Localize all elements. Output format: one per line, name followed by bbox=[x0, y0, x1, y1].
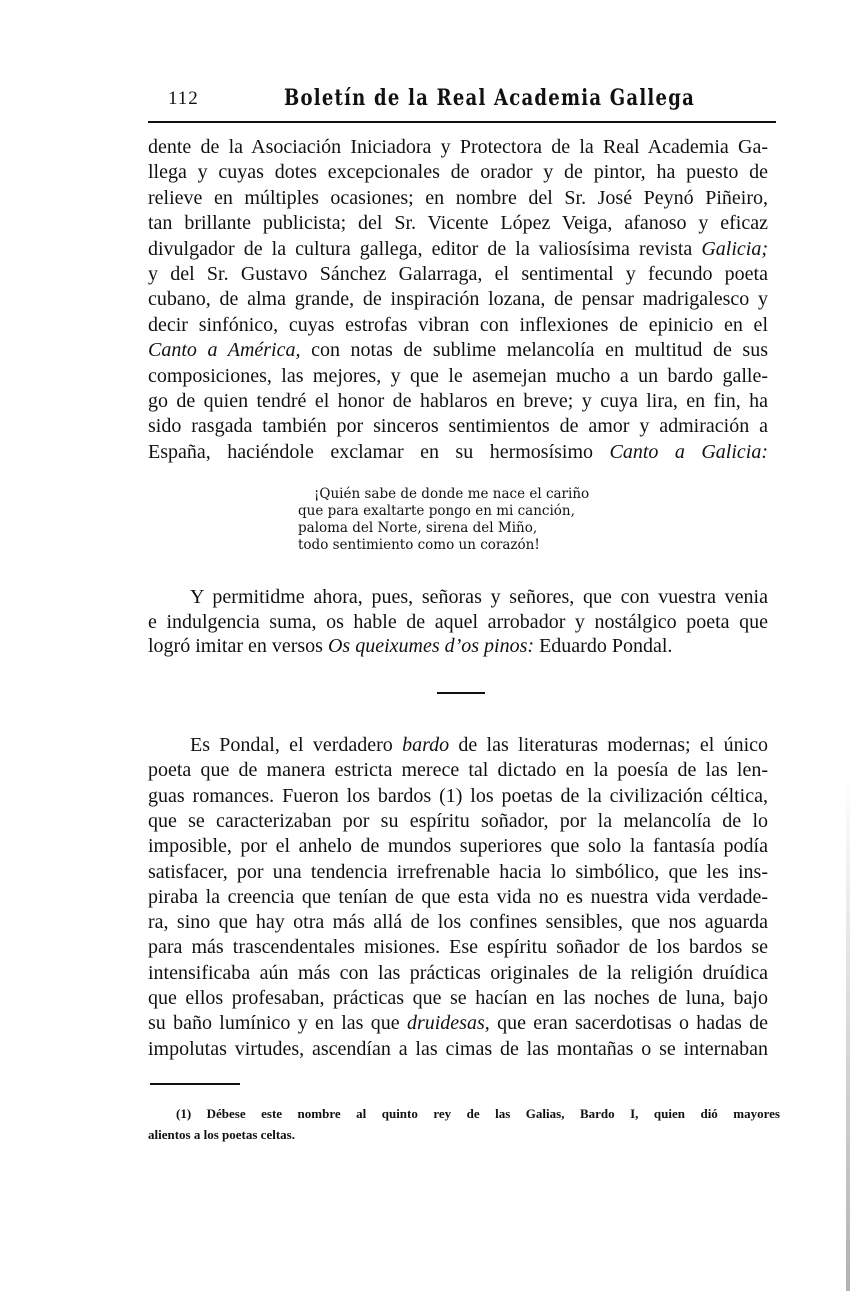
text-segment: impolutas virtudes, ascendían a las cimas de las montañas o se internaban bbox=[148, 1037, 768, 1060]
poem-line: paloma del Norte, sirena del Miño, bbox=[298, 520, 538, 536]
text-segment: piraba la creencia que tenían de que esta vida no es nuestra vida verdade- bbox=[148, 885, 768, 908]
text-segment: que se caracterizaban por su espíritu soñador, por la melancolía de lo bbox=[148, 809, 768, 832]
text-line bbox=[148, 634, 768, 659]
poem-line: todo sentimiento como un corazón! bbox=[298, 537, 540, 553]
text-line bbox=[148, 1037, 768, 1062]
italic-text: Canto a América, bbox=[148, 339, 301, 362]
text-line bbox=[148, 784, 768, 809]
text-segment: dente de la Asociación Iniciadora y Protectora de la Real Academia Ga- bbox=[148, 136, 768, 158]
text-segment: go de quien tendré el honor de hablaros en breve; y cuya lira, en fin, ha bbox=[148, 390, 768, 412]
text-segment: Es Pondal, el verdadero bbox=[190, 734, 403, 756]
italic-text: druidesas, bbox=[406, 1012, 490, 1035]
italic-text: bardo bbox=[402, 734, 450, 756]
text-line bbox=[148, 809, 768, 834]
text-line bbox=[148, 935, 768, 960]
text-segment: poeta que de manera estricta merece tal dictado en la poesía de las len- bbox=[148, 759, 768, 782]
text-line bbox=[148, 262, 768, 287]
text-line bbox=[148, 313, 768, 338]
text-segment: para más trascendentales misiones. Ese espíritu soñador de los bardos se bbox=[148, 936, 768, 959]
text-line bbox=[148, 610, 768, 635]
text-line bbox=[148, 237, 768, 262]
text-line bbox=[148, 287, 768, 312]
section-separator bbox=[437, 692, 485, 694]
text-line bbox=[148, 860, 768, 885]
text-segment: cubano, de alma grande, de inspiración lozana, de pensar madrigalesco y bbox=[148, 288, 768, 311]
text-line bbox=[148, 961, 768, 986]
italic-text: Galicia; bbox=[701, 237, 768, 260]
footnote-line: alientos a los poetas celtas. bbox=[148, 1127, 295, 1142]
text-line bbox=[148, 389, 768, 414]
text-line bbox=[148, 885, 768, 910]
poem-line: ¡Quién sabe de donde me nace el cariño bbox=[314, 486, 590, 502]
italic-text: Canto a Galicia: bbox=[609, 440, 768, 463]
text-line bbox=[190, 585, 768, 610]
scan-edge bbox=[846, 0, 850, 1291]
text-line bbox=[148, 986, 768, 1011]
text-segment: tan brillante publicista; del Sr. Vicente López Veiga, afanoso y eficaz bbox=[148, 212, 768, 235]
italic-text: Os queixumes d’os pinos: bbox=[327, 635, 535, 657]
text-segment: intensificaba aún más con las prácticas originales de la religión druídica bbox=[148, 961, 768, 984]
text-segment: España, haciéndole exclamar en su hermosísimo bbox=[148, 440, 610, 463]
text-segment: ra, sino que hay otra más allá de los confines sensibles, que nos aguarda bbox=[148, 911, 768, 934]
poem-line: que para exaltarte pongo en mi canción, bbox=[298, 503, 575, 519]
text-segment: llega y cuyas dotes excepcionales de orador y de pintor, ha puesto de bbox=[148, 161, 768, 184]
text-line bbox=[148, 910, 768, 935]
text-line bbox=[148, 186, 768, 211]
text-line bbox=[148, 414, 768, 439]
text-segment: decir sinfónico, cuyas estrofas vibran con inflexiones de epinicio en el bbox=[148, 313, 768, 336]
text-line bbox=[148, 338, 768, 363]
text-line bbox=[148, 758, 768, 783]
text-line bbox=[148, 160, 768, 185]
text-line bbox=[148, 211, 768, 236]
text-segment: que ellos profesaban, prácticas que se hacían en las noches de luna, bajo bbox=[148, 987, 768, 1009]
footnote-line: (1) Débese este nombre al quinto rey de las Galias, Bardo I, quien dió mayores bbox=[176, 1106, 780, 1121]
text-segment: divulgador de la cultura gallega, editor de la valiosísima revista bbox=[148, 237, 702, 260]
text-segment: composiciones, las mejores, y que le asemejan mucho a un bardo galle- bbox=[148, 364, 768, 387]
text-line bbox=[148, 440, 768, 465]
running-header-title: Boletín de la Real Academia Gallega bbox=[284, 85, 695, 111]
text-segment: guas romances. Fueron los bardos (1) los poetas de la civilización céltica, bbox=[148, 784, 768, 807]
text-line bbox=[148, 1011, 768, 1036]
text-segment: con notas de sublime melancolía en multitud de sus bbox=[300, 339, 768, 362]
text-segment: e indulgencia suma, os hable de aquel arrobador y nostálgico poeta que bbox=[148, 610, 768, 633]
text-line bbox=[190, 733, 768, 758]
text-segment: satisfacer, por una tendencia irrefrenable hacia lo simbólico, que les ins- bbox=[148, 860, 768, 883]
text-line bbox=[148, 364, 768, 389]
text-segment: Y permitidme ahora, pues, señoras y señores, que con vuestra venia bbox=[190, 586, 768, 608]
text-segment: de las literaturas modernas; el único bbox=[449, 734, 769, 756]
text-segment: sido rasgada también por sinceros sentimientos de amor y admiración a bbox=[148, 415, 768, 438]
text-line bbox=[148, 135, 768, 160]
header-rule bbox=[148, 121, 776, 123]
footnote-rule bbox=[150, 1083, 240, 1085]
text-line bbox=[148, 834, 768, 859]
text-segment: Eduardo Pondal. bbox=[534, 635, 673, 657]
text-segment: y del Sr. Gustavo Sánchez Galarraga, el sentimental y fecundo poeta bbox=[148, 263, 768, 285]
text-segment: que eran sacerdotisas o hadas de bbox=[489, 1012, 769, 1035]
text-segment: logró imitar en versos bbox=[148, 635, 328, 657]
text-segment: su baño lumínico y en las que bbox=[148, 1012, 407, 1035]
text-segment: relieve en múltiples ocasiones; en nombre del Sr. José Peynó Piñeiro, bbox=[148, 186, 768, 209]
text-segment: imposible, por el anhelo de mundos superiores que solo la fantasía podía bbox=[148, 835, 768, 858]
page-number: 112 bbox=[168, 88, 199, 109]
